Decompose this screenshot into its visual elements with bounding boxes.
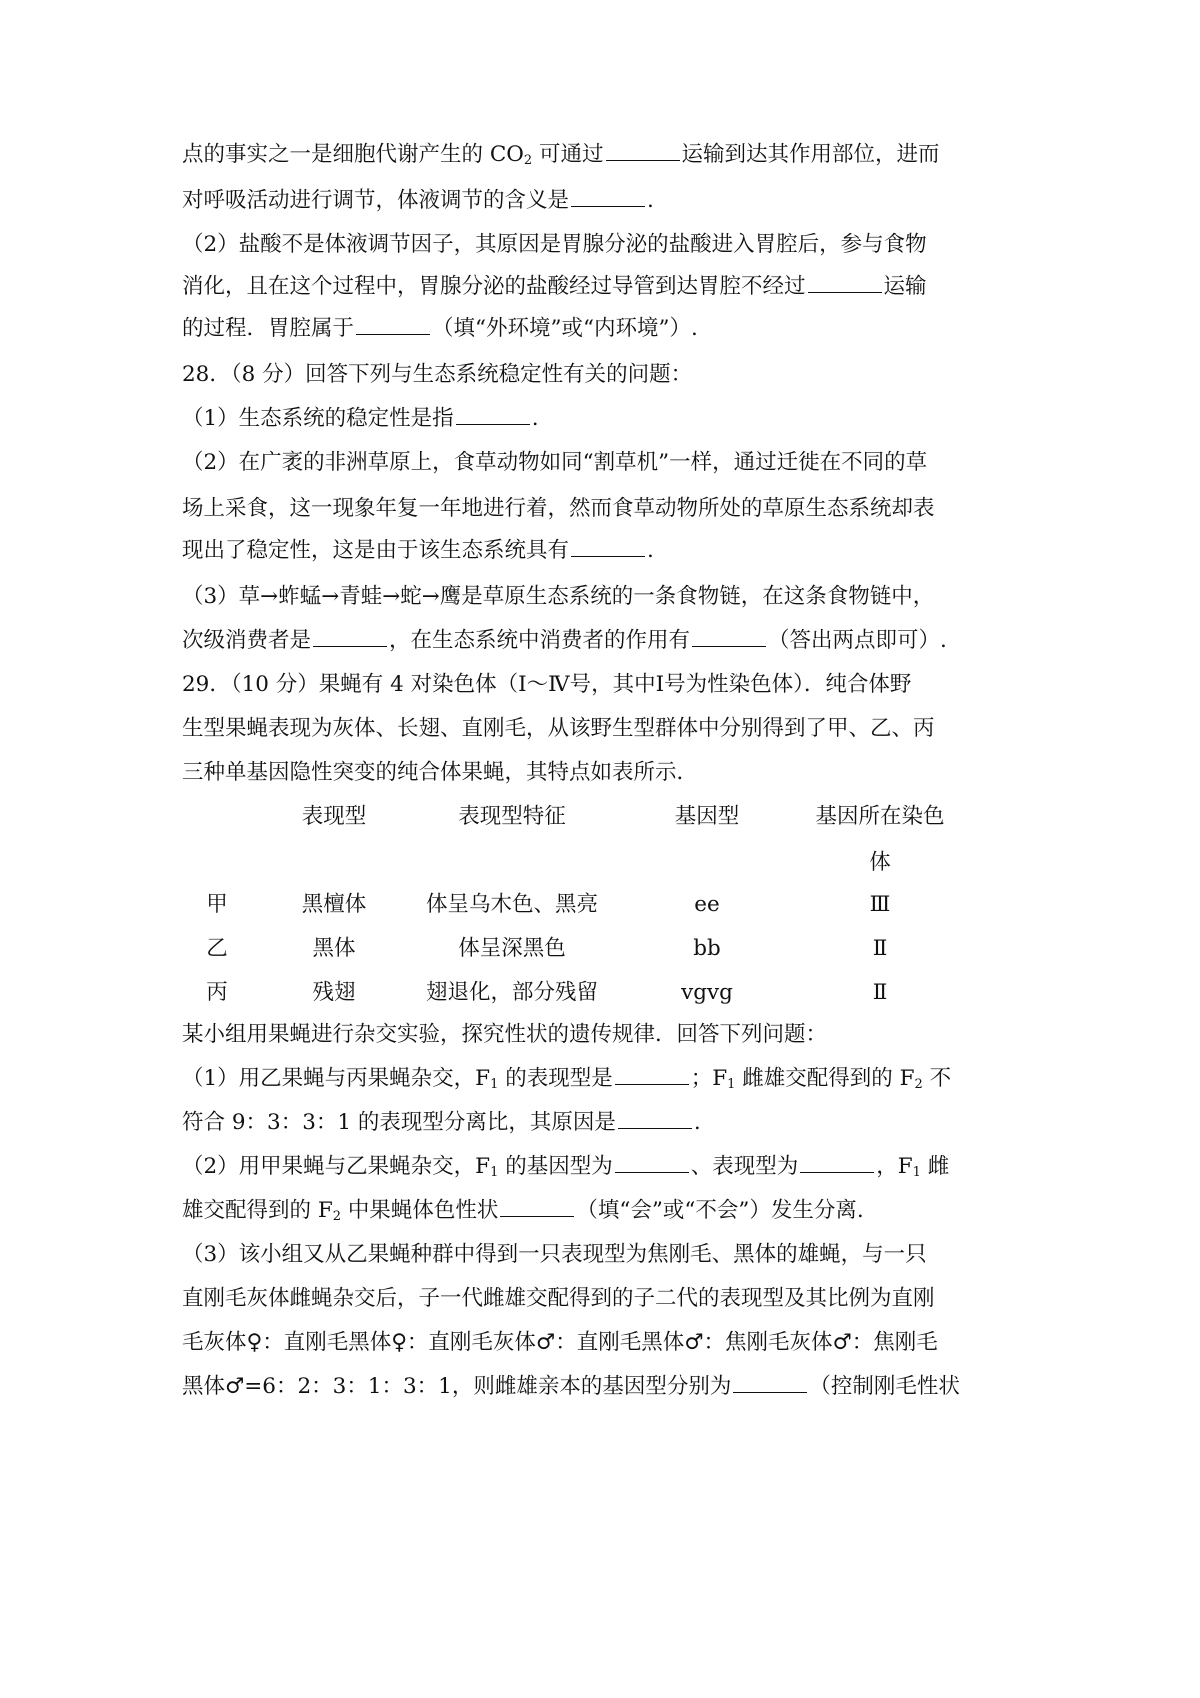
table-cell: ee <box>694 892 720 917</box>
question-28-heading: 28．（8 分）回答下列与生态系统稳定性有关的问题： <box>182 362 693 387</box>
text-line: 现出了稳定性，这是由于该生态系统具有 . <box>182 538 654 563</box>
answer-blank <box>500 1196 574 1217</box>
answer-blank <box>571 186 645 207</box>
table-cell: 乙 <box>206 936 228 961</box>
table-cell: 丙 <box>206 980 228 1005</box>
answer-blank <box>615 1064 689 1085</box>
text-line: 直刚毛灰体雌蝇杂交后，子一代雌雄交配得到的子二代的表现型及其比例为直刚 <box>182 1286 935 1311</box>
text-line: 点的事实之一是细胞代谢产生的 $CO_2$ 可通过 运输到达其作用部位，进而 <box>182 142 940 168</box>
answer-blank <box>733 1372 807 1393</box>
text-line: 对呼吸活动进行调节，体液调节的含义是 . <box>182 188 654 213</box>
answer-blank <box>456 404 530 425</box>
text-line: 场上采食，这一现象年复一年地进行着，然而食草动物所处的草原生态系统却表 <box>182 496 935 521</box>
answer-blank <box>692 626 766 647</box>
table-cell: Ⅱ <box>872 980 888 1005</box>
answer-blank <box>808 272 882 293</box>
text-line: 的过程．胃腔属于 （填“外环境”或“内环境”）. <box>182 316 698 341</box>
table-header: 表现型特征 <box>458 804 566 829</box>
answer-blank <box>313 626 387 647</box>
text-line: （1）生态系统的稳定性是指 . <box>182 406 539 431</box>
text-line: 黑体♂=6：2：3：1：3：1，则雌雄亲本的基因型分别为 （控制刚毛性状 <box>182 1374 960 1399</box>
table-cell: vgvg <box>681 980 733 1005</box>
text-line: 毛灰体♀：直刚毛黑体♀：直刚毛灰体♂：直刚毛黑体♂：焦刚毛灰体♂：焦刚毛 <box>182 1330 938 1355</box>
table-cell: 体呈深黑色 <box>458 936 566 961</box>
text-line: 生型果蝇表现为灰体、长翅、直刚毛，从该野生型群体中分别得到了甲、乙、丙 <box>182 716 935 741</box>
answer-blank <box>606 140 680 161</box>
text-line: （2）用甲果蝇与乙果蝇杂交，$F_1$ 的基因型为 、表现型为 ，$F_1$ 雌 <box>182 1154 950 1180</box>
answer-blank <box>571 536 645 557</box>
table-cell: 体呈乌木色、黑亮 <box>425 892 599 917</box>
table-cell: 翅退化，部分残留 <box>425 980 599 1005</box>
text-line: 消化，且在这个过程中，胃腺分泌的盐酸经过导管到达胃腔不经过 运输 <box>182 274 927 299</box>
answer-blank <box>356 314 430 335</box>
text-line: 符合 9：3：3：1 的表现型分离比，其原因是 . <box>182 1110 701 1135</box>
text-line: （3）草→蚱蜢→青蛙→蛇→鹰是草原生态系统的一条食物链，在这条食物链中， <box>182 584 935 609</box>
text-line: 三种单基因隐性突变的纯合体果蝇，其特点如表所示． <box>182 760 699 785</box>
table-header: 体 <box>869 850 891 875</box>
answer-blank <box>615 1152 689 1173</box>
question-29-heading: 29．（10 分）果蝇有 4 对染色体（Ⅰ～Ⅳ号，其中Ⅰ号为性染色体）．纯合体野 <box>182 672 912 697</box>
table-cell: 黑体 <box>312 936 356 961</box>
table-cell: 甲 <box>206 892 228 917</box>
text-line: （2）在广袤的非洲草原上，食草动物如同“割草机”一样，通过迁徙在不同的草 <box>182 450 928 475</box>
answer-blank <box>618 1108 692 1129</box>
text-line: （2）盐酸不是体液调节因子，其原因是胃腺分泌的盐酸进入胃腔后，参与食物 <box>182 232 927 257</box>
text-line: （3）该小组又从乙果蝇种群中得到一只表现型为焦刚毛、黑体的雄蝇，与一只 <box>182 1242 927 1267</box>
table-header: 基因所在染色 <box>815 804 945 829</box>
text-line: 雄交配得到的 $F_2$ 中果蝇体色性状 （填“会”或“不会”）发生分离. <box>182 1198 864 1224</box>
table-cell: 残翅 <box>312 980 356 1005</box>
text-line: 某小组用果蝇进行杂交实验，探究性状的遗传规律．回答下列问题： <box>182 1022 828 1047</box>
table-cell: Ⅲ <box>869 892 891 917</box>
answer-blank <box>800 1152 874 1173</box>
table-header: 基因型 <box>674 804 740 829</box>
text-line: 次级消费者是 ，在生态系统中消费者的作用有 （答出两点即可）. <box>182 628 947 653</box>
table-header: 表现型 <box>301 804 367 829</box>
table-cell: bb <box>693 936 721 961</box>
table-cell: Ⅱ <box>872 936 888 961</box>
text-line: （1）用乙果蝇与丙果蝇杂交，$F_1$ 的表现型是 ；$F_1$ 雌雄交配得到的 $F_2$ 不 <box>182 1066 952 1092</box>
table-cell: 黑檀体 <box>301 892 367 917</box>
